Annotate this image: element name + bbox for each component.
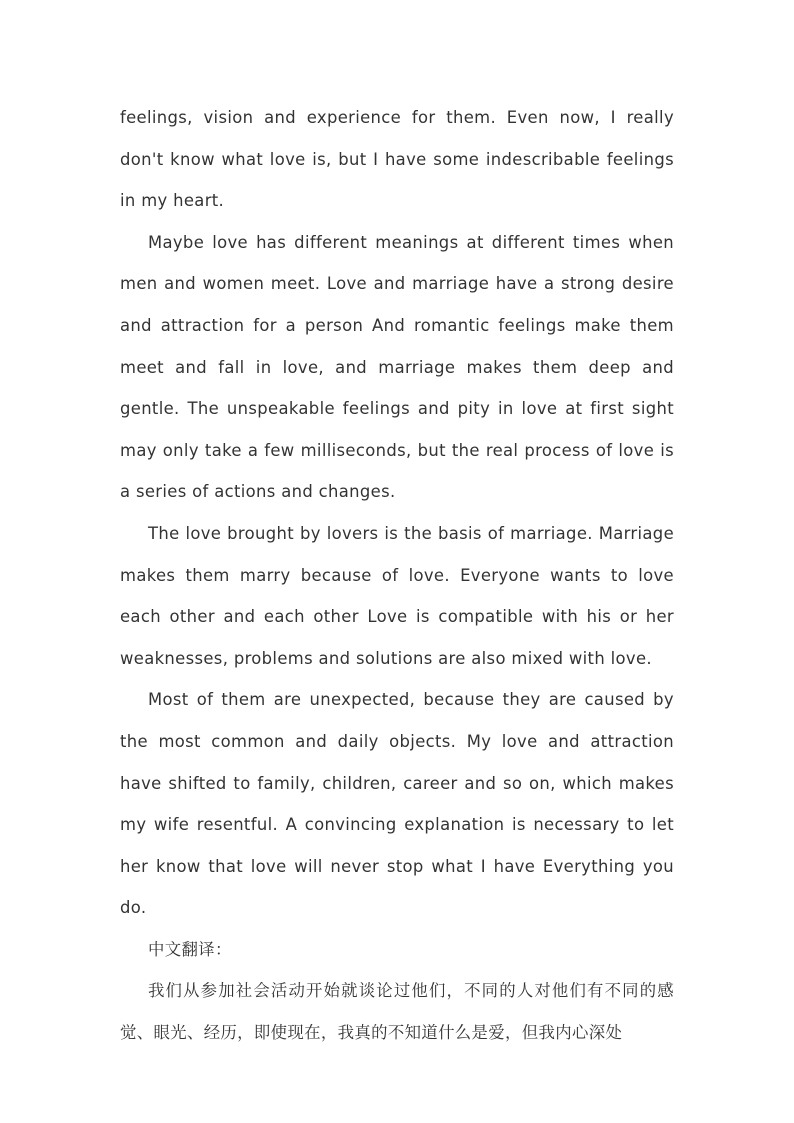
- paragraph-unexpected: Most of them are unexpected, because they are caused by the most common and daily objects. My love and attraction have shifted to family, children, career and so on, which makes my wife resentful. A convincing explanation is necessary to let her know that love will never stop what I have Everything you do.: [120, 690, 674, 918]
- paragraph-basis-of-marriage: The love brought by lovers is the basis of marriage. Marriage makes them marry because of love. Everyone wants to love each other and each other Love is compatible with his or her weaknesses, problems and solutions are also mixed with love.: [120, 523, 674, 668]
- paragraph-chinese-translation: 我们从参加社会活动开始就谈论过他们，不同的人对他们有不同的感觉、眼光、经历，即使现在，我真的不知道什么是爱，但我内心深处: [120, 981, 674, 1043]
- document-page: [120, 97, 674, 1054]
- paragraph-love-meanings: Maybe love has different meanings at different times when men and women meet. Love and marriage have a strong desire and attraction for a person And romantic feelings make them meet and fall in love, and marriage makes them deep and gentle. The unspeakable feelings and pity in love at first sight may only take a few milliseconds, but the real process of love is a series of actions and changes.: [120, 232, 674, 502]
- paragraph-feelings-continuation: feelings, vision and experience for them. Even now, I really don't know what love is, but I have some indescribable feelings in my heart.: [120, 108, 674, 211]
- chinese-translation-heading: 中文翻译：: [148, 939, 232, 959]
